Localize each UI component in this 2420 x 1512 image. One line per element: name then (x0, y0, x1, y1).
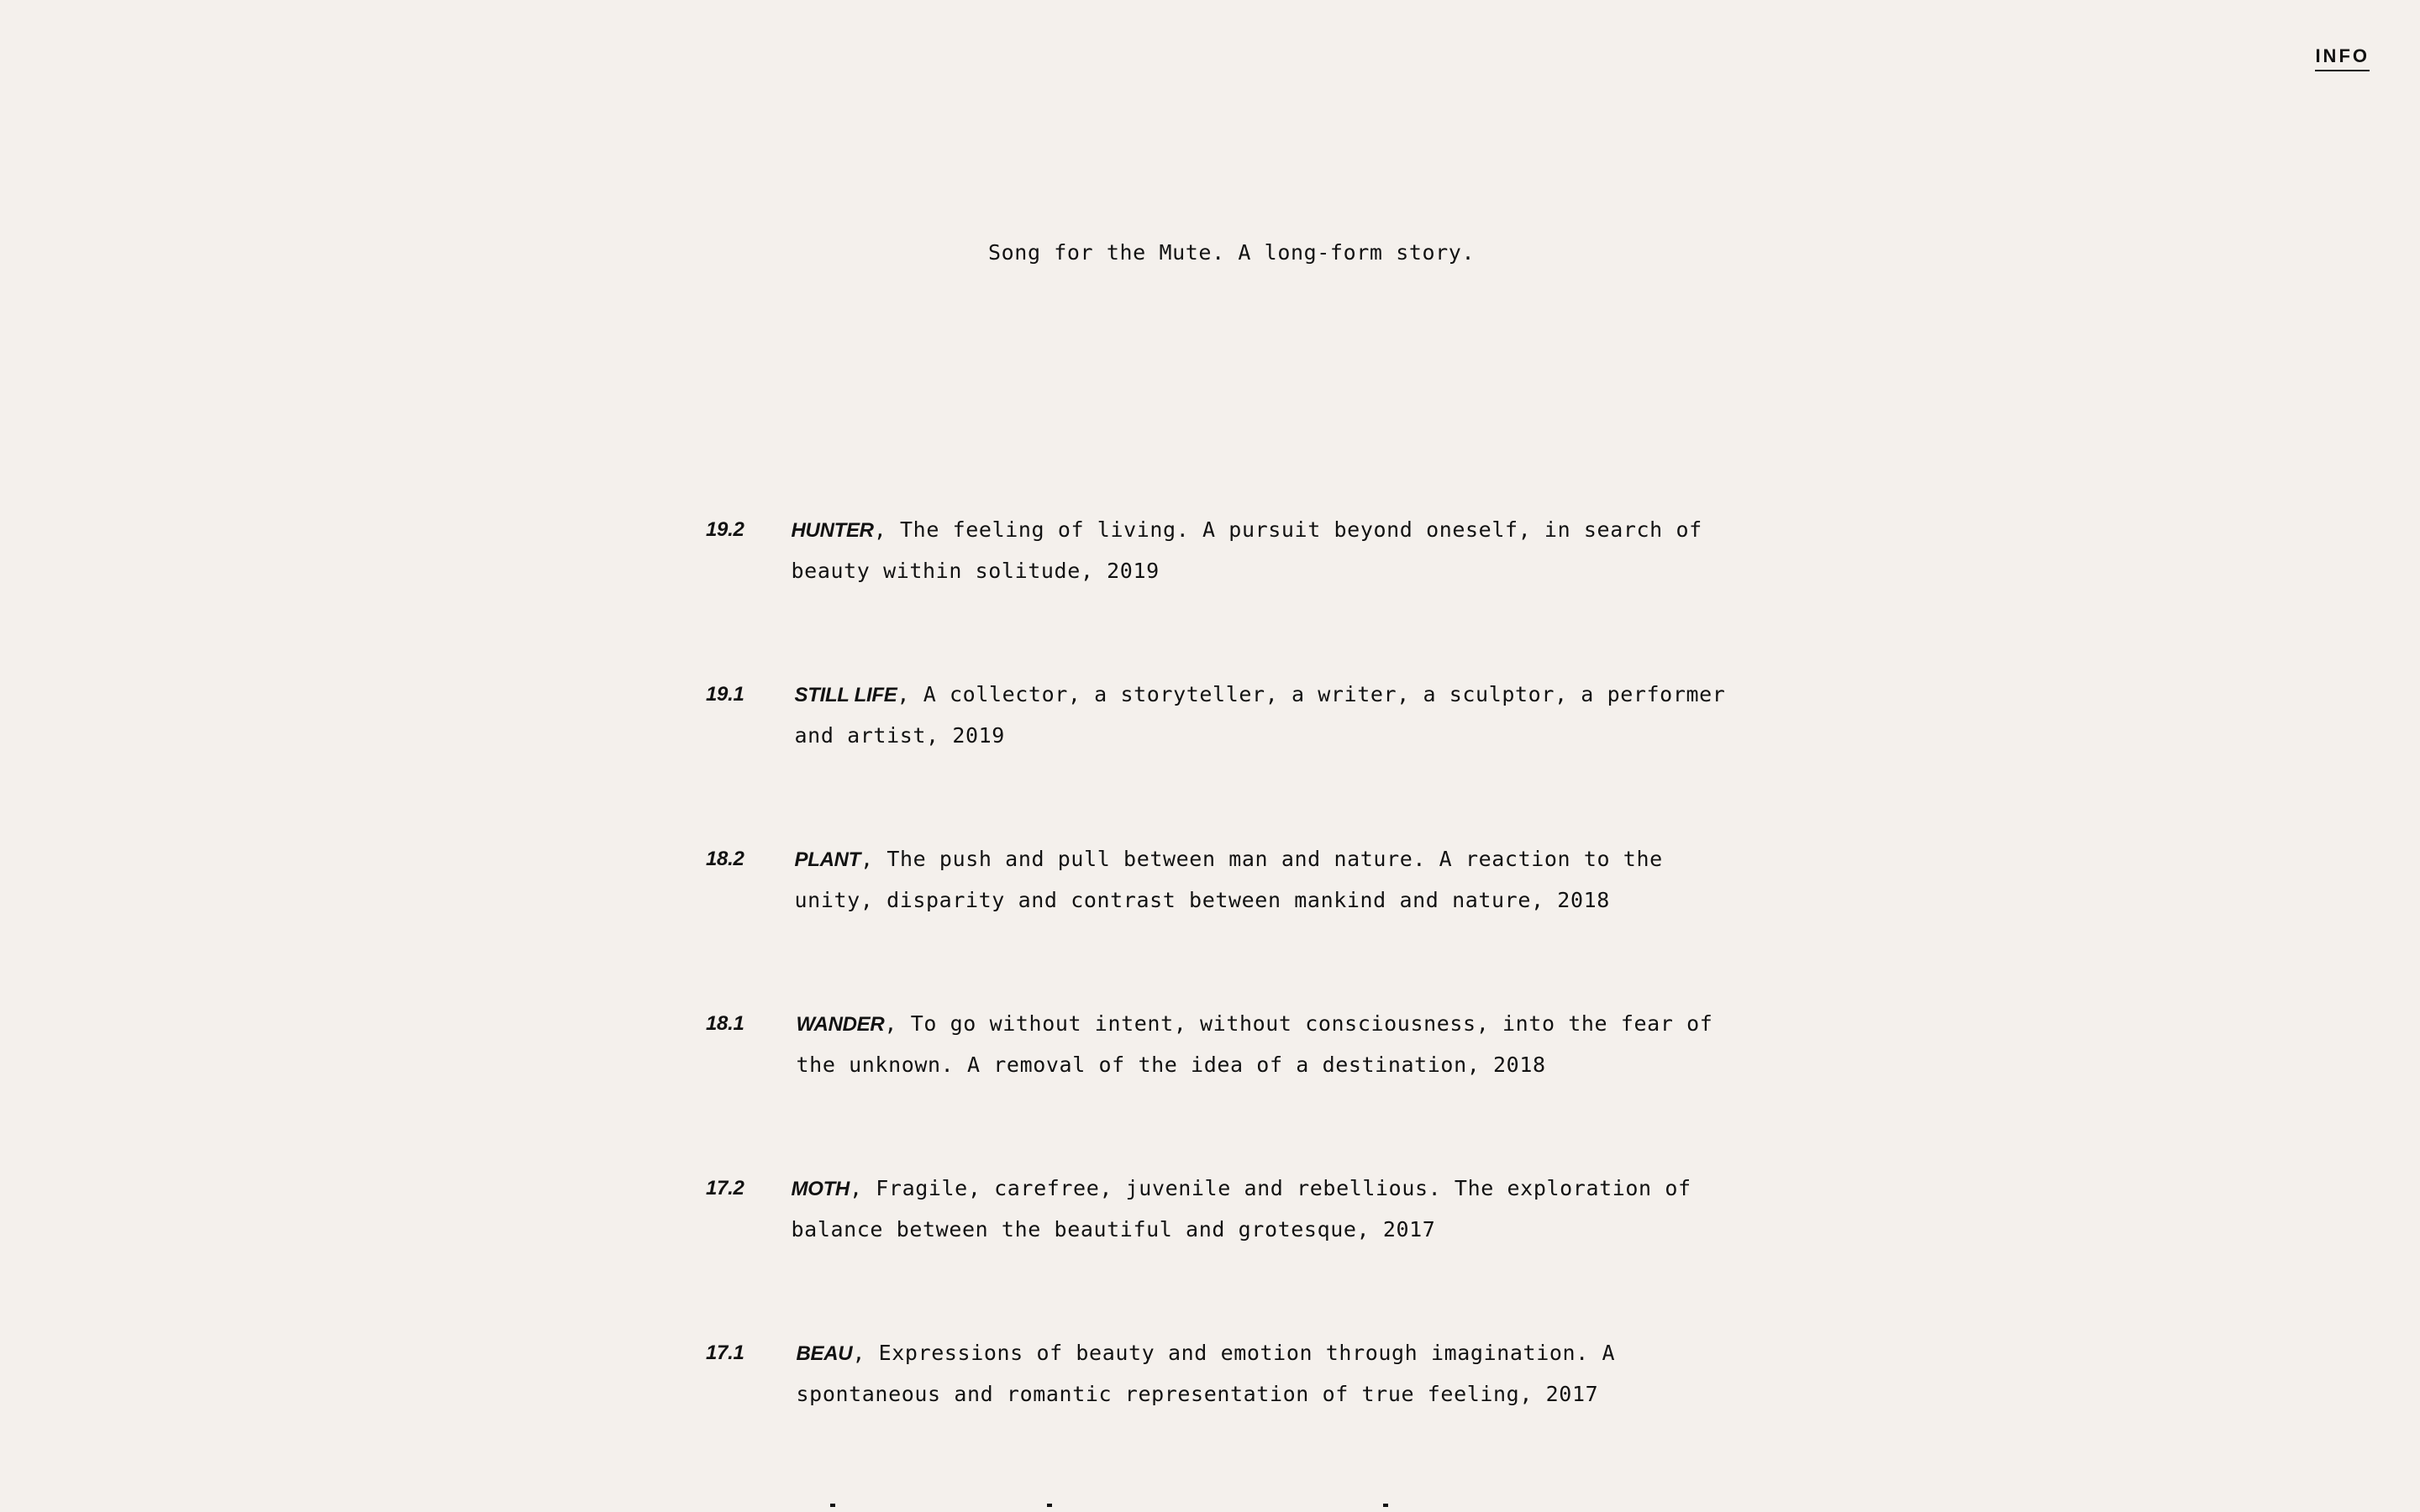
project-number: 19.2 (706, 518, 744, 541)
project-description: , To go without intent, without consciousness, into the fear of the unknown. A removal of the idea of a destination, 2018 (796, 1011, 1713, 1077)
project-number: 18.2 (706, 848, 744, 870)
project-text (792, 1168, 1766, 1250)
project-entry-beau[interactable] (706, 1333, 1815, 1498)
project-title[interactable]: BEAU (796, 1342, 853, 1365)
project-title[interactable]: WANDER (796, 1013, 885, 1036)
project-number: 17.1 (706, 1341, 744, 1364)
project-entry-plant[interactable] (706, 839, 1815, 1004)
project-text (797, 1333, 1729, 1415)
project-number: 18.1 (706, 1012, 744, 1035)
project-title[interactable]: STILL LIFE (794, 684, 897, 706)
page-tagline: Song for the Mute. A long-form story. (988, 240, 1476, 265)
project-number: 19.1 (706, 683, 744, 706)
project-text (797, 1004, 1738, 1085)
project-text (795, 675, 1770, 756)
project-title[interactable]: PLANT (794, 848, 861, 871)
project-text (792, 510, 1716, 591)
project-list (706, 510, 1815, 1498)
project-entry-still-life[interactable] (706, 675, 1815, 839)
info-link[interactable]: INFO (2315, 44, 2370, 71)
project-description: , The push and pull between man and nature. A reaction to the unity, disparity and contrast between mankind and nature, 2018 (794, 847, 1663, 912)
project-description: , Fragile, carefree, juvenile and rebellious. The exploration of balance between the beautiful and grotesque, 2017 (791, 1176, 1691, 1242)
project-description: , The feeling of living. A pursuit beyond oneself, in search of beauty within solitude, 2019 (791, 517, 1702, 583)
project-title[interactable]: MOTH (791, 1178, 850, 1200)
project-text (795, 839, 1736, 921)
project-description: , A collector, a storyteller, a writer, a sculptor, a performer and artist, 2019 (794, 682, 1726, 748)
project-entry-hunter[interactable] (706, 510, 1815, 675)
project-description: , Expressions of beauty and emotion through imagination. A spontaneous and romantic representation of true feeling, 2017 (796, 1341, 1616, 1406)
project-entry-moth[interactable] (706, 1168, 1815, 1333)
project-entry-wander[interactable] (706, 1004, 1815, 1168)
project-title[interactable]: HUNTER (791, 519, 874, 542)
next-entry-cutoff (790, 1504, 1462, 1512)
project-number: 17.2 (706, 1177, 744, 1200)
